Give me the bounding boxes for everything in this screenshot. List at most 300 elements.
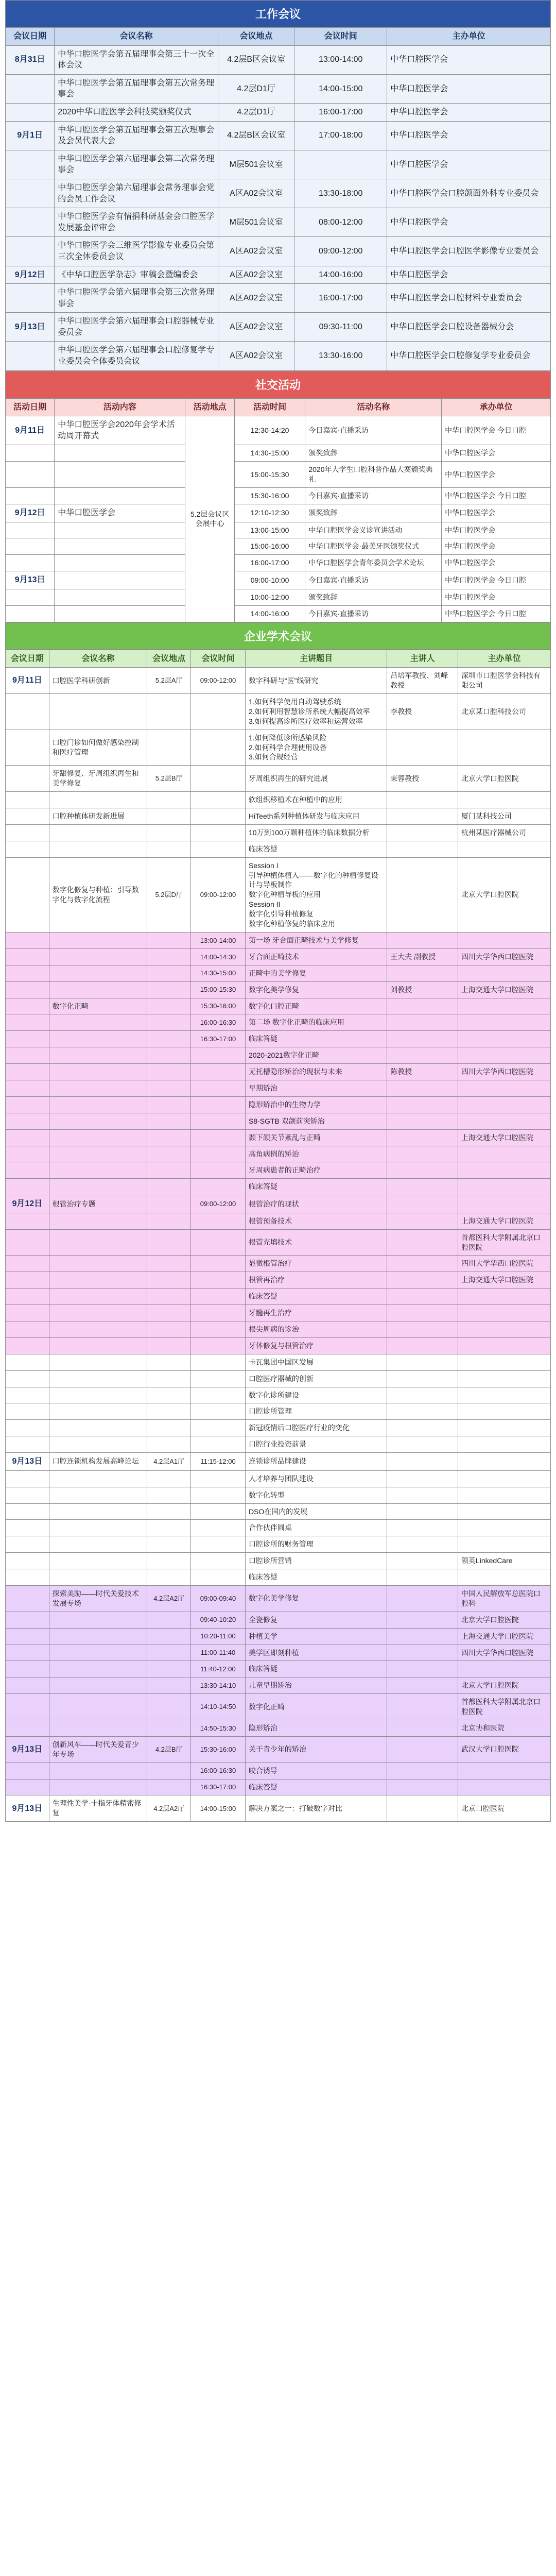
- event-organizer-cell: 中华口腔医学会: [442, 589, 551, 605]
- session-topic-cell: 人才培养与团队建设: [245, 1470, 387, 1487]
- session-organizer-cell: [458, 1470, 550, 1487]
- session-name-cell: [49, 1031, 147, 1047]
- session-date-cell: [6, 1305, 49, 1321]
- meeting-name-cell: 中华口腔医学会第六届理事会口腔器械专业委员会: [55, 313, 218, 342]
- session-topic-cell: 全瓷修复: [245, 1612, 387, 1628]
- event-time-cell: 15:00-15:30: [234, 462, 305, 488]
- table-row: [6, 208, 551, 237]
- session-time-cell: [191, 1487, 246, 1503]
- session-topic-cell: 临床答疑: [245, 1289, 387, 1305]
- table-row: [6, 445, 551, 462]
- session-organizer-cell: 中国人民解放军总医院口腔科: [458, 1585, 550, 1612]
- table-row: [6, 1162, 551, 1179]
- meeting-date-cell: 8月31日: [6, 45, 55, 74]
- table-row: [6, 342, 551, 370]
- session-time-cell: [191, 1146, 246, 1162]
- session-time-cell: [191, 1520, 246, 1536]
- session-time-cell: [191, 1436, 246, 1453]
- session-organizer-cell: 杭州某医疗器械公司: [458, 824, 550, 841]
- session-time-cell: [191, 1305, 246, 1321]
- session-organizer-cell: [458, 1661, 550, 1677]
- session-speaker-cell: [387, 824, 458, 841]
- session-speaker-cell: 王大夫 副教授: [387, 948, 458, 965]
- session-location-cell: [147, 1677, 191, 1694]
- session-speaker-cell: [387, 1179, 458, 1195]
- session-time-cell: [191, 808, 246, 825]
- session-location-cell: [147, 1229, 191, 1256]
- session-time-cell: [191, 1229, 246, 1256]
- session-topic-cell: Session I 引导种植体植入——数字化的种植修复设计与导板制作 数字化种植导板的应用 Session II 数字化引导种植修复 数字化种植修复的临床应用: [245, 857, 387, 932]
- event-time-cell: 10:00-12:00: [234, 589, 305, 605]
- session-date-cell: [6, 1113, 49, 1129]
- table-row: [6, 1229, 551, 1256]
- event-organizer-cell: 中华口腔医学会: [442, 522, 551, 538]
- table-row: [6, 1661, 551, 1677]
- column-header: 活动时间: [234, 398, 305, 416]
- session-time-cell: 14:50-15:30: [191, 1720, 246, 1736]
- table-row: [6, 1289, 551, 1305]
- event-date-cell: 9月12日: [6, 504, 55, 522]
- meeting-date-cell: [6, 342, 55, 370]
- session-name-cell: [49, 1677, 147, 1694]
- table-row: [6, 1628, 551, 1645]
- session-topic-cell: 显微根管治疗: [245, 1256, 387, 1272]
- table-row: [6, 1487, 551, 1503]
- session-name-cell: [49, 1487, 147, 1503]
- session-date-cell: [6, 1256, 49, 1272]
- session-name-cell: [49, 1129, 147, 1146]
- meeting-location-cell: A区A02会议室: [218, 179, 294, 208]
- session-location-cell: 4.2层A2厅: [147, 1795, 191, 1822]
- meeting-name-cell: 中华口腔医学会第六届理事会口腔修复学专业委员会全体委员会议: [55, 342, 218, 370]
- session-topic-cell: 牙髓再生治疗: [245, 1305, 387, 1321]
- session-date-cell: 9月13日: [6, 1736, 49, 1762]
- event-content-cell: [55, 605, 185, 622]
- session-location-cell: [147, 1179, 191, 1195]
- table-row: [6, 1677, 551, 1694]
- session-date-cell: [6, 808, 49, 825]
- session-organizer-cell: 北京大学口腔医院: [458, 857, 550, 932]
- session-time-cell: [191, 841, 246, 857]
- session-organizer-cell: [458, 1779, 550, 1795]
- session-speaker-cell: 李教授: [387, 694, 458, 730]
- table-row: [6, 45, 551, 74]
- session-organizer-cell: 四川大学华西口腔医院: [458, 1645, 550, 1661]
- session-speaker-cell: [387, 1146, 458, 1162]
- table-row: [6, 1436, 551, 1453]
- table-row: [6, 416, 551, 445]
- session-speaker-cell: [387, 1420, 458, 1436]
- session-topic-cell: 卡瓦集团中国区发展: [245, 1354, 387, 1370]
- meeting-organizer-cell: 中华口腔医学会口腔医学影像专业委员会: [387, 237, 551, 266]
- session-location-cell: [147, 1536, 191, 1553]
- session-topic-cell: 咬合诱导: [245, 1762, 387, 1779]
- session-organizer-cell: 首都医科大学附属北京口腔医院: [458, 1694, 550, 1720]
- session-location-cell: [147, 1628, 191, 1645]
- table-row: [6, 1321, 551, 1338]
- session-organizer-cell: 北京某口腔科技公司: [458, 694, 550, 730]
- session-organizer-cell: [458, 1453, 550, 1471]
- meeting-name-cell: 中华口腔医学会第六届理事会第三次常务理事会: [55, 284, 218, 313]
- session-date-cell: [6, 1321, 49, 1338]
- session-location-cell: [147, 1520, 191, 1536]
- meeting-location-cell: A区A02会议室: [218, 266, 294, 284]
- session-speaker-cell: [387, 1487, 458, 1503]
- session-time-cell: [191, 1272, 246, 1289]
- event-name-cell: 颁奖致辞: [305, 445, 442, 462]
- session-topic-cell: 第一场 牙合面正畸技术与美学修复: [245, 932, 387, 948]
- session-location-cell: [147, 1762, 191, 1779]
- session-location-cell: [147, 1146, 191, 1162]
- session-date-cell: [6, 730, 49, 766]
- session-topic-cell: 种植美学: [245, 1628, 387, 1645]
- table-row: [6, 1720, 551, 1736]
- session-topic-cell: 临床答疑: [245, 1179, 387, 1195]
- session-speaker-cell: [387, 1628, 458, 1645]
- meeting-name-cell: 中华口腔医学会三维医学影像专业委员会第三次全体委员会议: [55, 237, 218, 266]
- session-name-cell: 生理性美学·十指牙体精密修复: [49, 1795, 147, 1822]
- session-date-cell: [6, 857, 49, 932]
- event-name-cell: 今日嘉宾·直播采访: [305, 605, 442, 622]
- session-speaker-cell: [387, 932, 458, 948]
- session-speaker-cell: 吕培军教授、刘峰教授: [387, 668, 458, 694]
- session-name-cell: 数字化正畸: [49, 998, 147, 1014]
- session-date-cell: [6, 1080, 49, 1096]
- meeting-time-cell: 13:30-18:00: [294, 179, 387, 208]
- table-row: [6, 1503, 551, 1520]
- session-speaker-cell: [387, 1470, 458, 1487]
- session-location-cell: [147, 694, 191, 730]
- event-content-cell: [55, 462, 185, 488]
- session-location-cell: [147, 1162, 191, 1179]
- session-organizer-cell: 上海交通大学口腔医院: [458, 1272, 550, 1289]
- session-organizer-cell: 上海交通大学口腔医院: [458, 1129, 550, 1146]
- session-speaker-cell: [387, 1213, 458, 1229]
- table-row: [6, 1014, 551, 1031]
- session-location-cell: [147, 1031, 191, 1047]
- session-location-cell: [147, 1436, 191, 1453]
- meeting-date-cell: [6, 179, 55, 208]
- session-location-cell: [147, 841, 191, 857]
- session-speaker-cell: [387, 1305, 458, 1321]
- session-speaker-cell: 刘教授: [387, 981, 458, 998]
- session-organizer-cell: [458, 1420, 550, 1436]
- session-organizer-cell: [458, 1047, 550, 1064]
- session-topic-cell: 根管治疗的现状: [245, 1195, 387, 1213]
- session-name-cell: [49, 1694, 147, 1720]
- session-time-cell: [191, 1553, 246, 1569]
- session-topic-cell: 数字化美学修复: [245, 981, 387, 998]
- event-date-cell: [6, 538, 55, 555]
- event-organizer-cell: 中华口腔医学会: [442, 462, 551, 488]
- session-topic-cell: HiTeeth系列种植体研发与临床应用: [245, 808, 387, 825]
- column-header: 会议时间: [191, 650, 246, 668]
- session-date-cell: [6, 694, 49, 730]
- event-name-cell: 今日嘉宾·直播采访: [305, 416, 442, 445]
- session-location-cell: [147, 948, 191, 965]
- session-date-cell: [6, 1272, 49, 1289]
- session-location-cell: 5.2层D厅: [147, 857, 191, 932]
- session-time-cell: 09:00-12:00: [191, 857, 246, 932]
- session-speaker-cell: [387, 1272, 458, 1289]
- session-location-cell: [147, 1569, 191, 1586]
- table-row: [6, 1762, 551, 1779]
- session-time-cell: [191, 1213, 246, 1229]
- session-speaker-cell: [387, 841, 458, 857]
- session-organizer-cell: [458, 1146, 550, 1162]
- event-name-cell: 今日嘉宾·直播采访: [305, 571, 442, 589]
- event-time-cell: 12:10-12:30: [234, 504, 305, 522]
- table-row: [6, 1146, 551, 1162]
- column-header: 活动日期: [6, 398, 55, 416]
- schedule-page: [5, 0, 551, 1822]
- session-topic-cell: 根管再治疗: [245, 1272, 387, 1289]
- event-content-cell: [55, 445, 185, 462]
- table-row: [6, 1031, 551, 1047]
- meeting-location-cell: 4.2层D1厅: [218, 103, 294, 121]
- session-time-cell: 14:00-14:30: [191, 948, 246, 965]
- session-location-cell: [147, 1096, 191, 1113]
- table-row: [6, 1612, 551, 1628]
- session-name-cell: [49, 824, 147, 841]
- session-organizer-cell: [458, 965, 550, 981]
- table-row: [6, 808, 551, 825]
- table-row: [6, 948, 551, 965]
- section-title: 社交活动: [5, 371, 551, 398]
- session-organizer-cell: [458, 1305, 550, 1321]
- meeting-time-cell: 13:30-16:00: [294, 342, 387, 370]
- session-time-cell: [191, 730, 246, 766]
- session-speaker-cell: [387, 1503, 458, 1520]
- meeting-name-cell: 中华口腔医学会有情捐科研基金会口腔医学发展基金评审会: [55, 208, 218, 237]
- meeting-date-cell: [6, 208, 55, 237]
- session-organizer-cell: [458, 1354, 550, 1370]
- session-location-cell: 5.2层A厅: [147, 668, 191, 694]
- table-row: [6, 965, 551, 981]
- table-row: [6, 766, 551, 792]
- meeting-organizer-cell: 中华口腔医学会: [387, 103, 551, 121]
- table-row: [6, 1337, 551, 1354]
- session-topic-cell: 临床答疑: [245, 841, 387, 857]
- table-row: [6, 1779, 551, 1795]
- column-header: 活动地点: [185, 398, 234, 416]
- session-time-cell: 10:20-11:00: [191, 1628, 246, 1645]
- table-row: [6, 1536, 551, 1553]
- event-name-cell: 中华口腔医学会青年委员会学术论坛: [305, 555, 442, 571]
- column-header: 会议地点: [147, 650, 191, 668]
- table-row: [6, 1305, 551, 1321]
- session-speaker-cell: [387, 1047, 458, 1064]
- session-speaker-cell: [387, 792, 458, 808]
- session-speaker-cell: [387, 1795, 458, 1822]
- session-date-cell: [6, 948, 49, 965]
- session-location-cell: [147, 1612, 191, 1628]
- session-topic-cell: 1.如何科学使用自动驾驶系统 2.如何利用智慧诊所系统大幅提高效率 3.如何提高诊所医疗效率和运营效率: [245, 694, 387, 730]
- session-name-cell: [49, 932, 147, 948]
- session-date-cell: [6, 1064, 49, 1080]
- session-organizer-cell: 四川大学华西口腔医院: [458, 1256, 550, 1272]
- event-organizer-cell: 中华口腔医学会: [442, 445, 551, 462]
- event-time-cell: 15:30-16:00: [234, 488, 305, 504]
- session-time-cell: 16:00-16:30: [191, 1762, 246, 1779]
- table-row: [6, 857, 551, 932]
- session-time-cell: [191, 1337, 246, 1354]
- session-speaker-cell: [387, 1612, 458, 1628]
- session-date-cell: [6, 1387, 49, 1403]
- column-header: 承办单位: [442, 398, 551, 416]
- session-date-cell: [6, 1487, 49, 1503]
- table-row: [6, 313, 551, 342]
- meeting-location-cell: A区A02会议室: [218, 342, 294, 370]
- session-speaker-cell: [387, 1553, 458, 1569]
- event-time-cell: 14:30-15:00: [234, 445, 305, 462]
- session-location-cell: [147, 1470, 191, 1487]
- session-time-cell: [191, 1536, 246, 1553]
- session-name-cell: [49, 1305, 147, 1321]
- session-date-cell: [6, 1146, 49, 1162]
- table-row: [6, 1520, 551, 1536]
- table-row: [6, 284, 551, 313]
- session-organizer-cell: [458, 1762, 550, 1779]
- event-name-cell: 颁奖致辞: [305, 504, 442, 522]
- column-header: 主讲题目: [245, 650, 387, 668]
- table-row: [6, 1195, 551, 1213]
- event-date-cell: 9月11日: [6, 416, 55, 445]
- session-location-cell: [147, 1553, 191, 1569]
- meeting-time-cell: [294, 150, 387, 179]
- session-topic-cell: 牙周病患者的正畸治疗: [245, 1162, 387, 1179]
- session-date-cell: [6, 1436, 49, 1453]
- session-time-cell: [191, 1321, 246, 1338]
- session-topic-cell: 高角病例的矫治: [245, 1146, 387, 1162]
- session-topic-cell: 数字化正畸: [245, 1694, 387, 1720]
- column-header: 会议日期: [6, 28, 55, 46]
- session-time-cell: [191, 1096, 246, 1113]
- table-row: [6, 488, 551, 504]
- session-time-cell: [191, 1420, 246, 1436]
- session-name-cell: [49, 1014, 147, 1031]
- column-header: 活动名称: [305, 398, 442, 416]
- event-date-cell: [6, 589, 55, 605]
- session-topic-cell: 第二场 数字化正畸的临床应用: [245, 1014, 387, 1031]
- social-events-section: [5, 371, 551, 622]
- session-time-cell: 09:00-12:00: [191, 1195, 246, 1213]
- session-time-cell: 13:30-14:10: [191, 1677, 246, 1694]
- event-date-cell: [6, 445, 55, 462]
- session-speaker-cell: [387, 1129, 458, 1146]
- session-date-cell: 9月13日: [6, 1795, 49, 1822]
- session-date-cell: [6, 841, 49, 857]
- meeting-name-cell: 中华口腔医学会第六届理事会常务理事会党的会员工作会议: [55, 179, 218, 208]
- session-location-cell: [147, 1080, 191, 1096]
- session-speaker-cell: [387, 1031, 458, 1047]
- column-header: 主讲人: [387, 650, 458, 668]
- table-row: [6, 589, 551, 605]
- table-row: [6, 571, 551, 589]
- event-time-cell: 14:00-16:00: [234, 605, 305, 622]
- table-row: [6, 1354, 551, 1370]
- session-speaker-cell: [387, 1536, 458, 1553]
- table-row: [6, 1420, 551, 1436]
- session-name-cell: [49, 1080, 147, 1096]
- meeting-location-cell: 4.2层D1厅: [218, 74, 294, 103]
- session-location-cell: [147, 1779, 191, 1795]
- session-name-cell: [49, 1420, 147, 1436]
- session-speaker-cell: [387, 808, 458, 825]
- session-name-cell: [49, 1503, 147, 1520]
- session-location-cell: [147, 1289, 191, 1305]
- session-location-cell: [147, 1645, 191, 1661]
- session-speaker-cell: 陈教授: [387, 1064, 458, 1080]
- event-date-cell: [6, 605, 55, 622]
- session-time-cell: 15:00-15:30: [191, 981, 246, 998]
- session-location-cell: [147, 824, 191, 841]
- session-name-cell: [49, 1321, 147, 1338]
- session-speaker-cell: [387, 1736, 458, 1762]
- session-name-cell: [49, 1661, 147, 1677]
- session-time-cell: [191, 824, 246, 841]
- meeting-time-cell: 08:00-12:00: [294, 208, 387, 237]
- session-organizer-cell: 武汉大学口腔医院: [458, 1736, 550, 1762]
- meeting-organizer-cell: 中华口腔医学会: [387, 150, 551, 179]
- session-name-cell: [49, 1536, 147, 1553]
- table-row: [6, 1795, 551, 1822]
- session-date-cell: [6, 1503, 49, 1520]
- event-organizer-cell: 中华口腔医学会: [442, 555, 551, 571]
- session-date-cell: [6, 1031, 49, 1047]
- session-date-cell: [6, 981, 49, 998]
- session-location-cell: [147, 1661, 191, 1677]
- session-name-cell: [49, 1403, 147, 1420]
- event-time-cell: 09:00-10:00: [234, 571, 305, 589]
- session-name-cell: [49, 1064, 147, 1080]
- session-date-cell: [6, 1694, 49, 1720]
- table-row: [6, 522, 551, 538]
- event-organizer-cell: 中华口腔医学会 今日口腔: [442, 416, 551, 445]
- session-organizer-cell: 上海交通大学口腔医院: [458, 1628, 550, 1645]
- session-name-cell: [49, 1470, 147, 1487]
- session-topic-cell: 儿童早期矫治: [245, 1677, 387, 1694]
- meeting-time-cell: 14:00-15:00: [294, 74, 387, 103]
- event-time-cell: 15:00-16:00: [234, 538, 305, 555]
- session-time-cell: 11:15-12:00: [191, 1453, 246, 1471]
- session-date-cell: [6, 1645, 49, 1661]
- table-row: [6, 74, 551, 103]
- session-date-cell: [6, 824, 49, 841]
- session-organizer-cell: 四川大学华西口腔医院: [458, 948, 550, 965]
- session-time-cell: [191, 694, 246, 730]
- session-speaker-cell: [387, 1645, 458, 1661]
- section-title: 企业学术会议: [5, 622, 551, 650]
- session-organizer-cell: 上海交通大学口腔医院: [458, 1213, 550, 1229]
- meeting-location-cell: A区A02会议室: [218, 237, 294, 266]
- event-time-cell: 12:30-14:20: [234, 416, 305, 445]
- session-topic-cell: S8-SGTB 双颌前突矫治: [245, 1113, 387, 1129]
- session-organizer-cell: [458, 1080, 550, 1096]
- table-row: [6, 1370, 551, 1387]
- session-topic-cell: 隐形矫治: [245, 1720, 387, 1736]
- session-name-cell: [49, 1628, 147, 1645]
- session-location-cell: [147, 1014, 191, 1031]
- column-header: 会议名称: [49, 650, 147, 668]
- session-location-cell: [147, 1256, 191, 1272]
- meeting-date-cell: 9月13日: [6, 313, 55, 342]
- session-location-cell: [147, 1720, 191, 1736]
- session-organizer-cell: 上海交通大学口腔医院: [458, 981, 550, 998]
- session-speaker-cell: [387, 965, 458, 981]
- meeting-location-cell: M层501会议室: [218, 208, 294, 237]
- session-organizer-cell: [458, 1370, 550, 1387]
